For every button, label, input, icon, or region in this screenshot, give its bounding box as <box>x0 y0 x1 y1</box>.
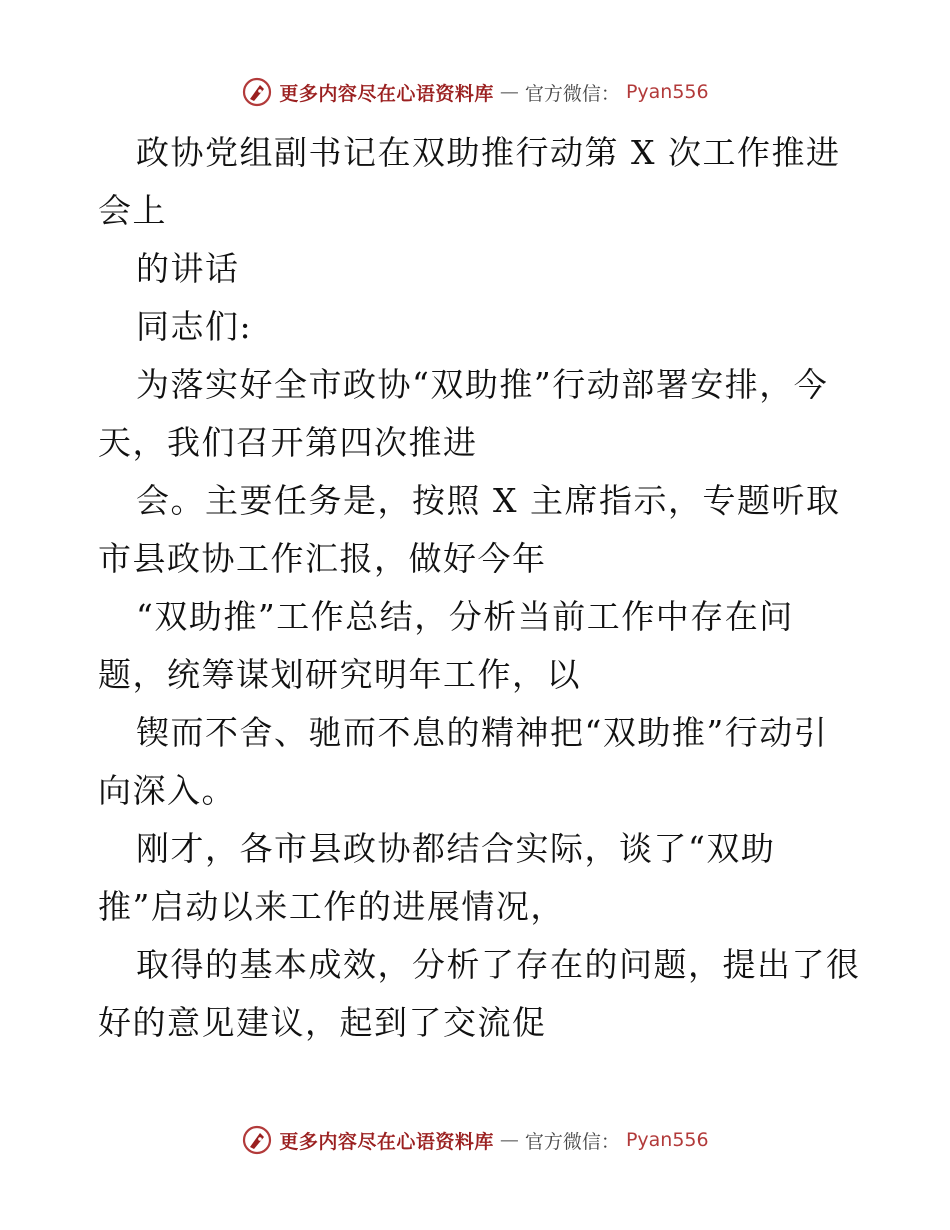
title-line-1: 政协党组副书记在双助推行动第 X 次工作推进 <box>136 133 841 172</box>
title-line-2: 会上 <box>98 191 167 230</box>
header-watermark <box>0 72 950 112</box>
paragraph-line: “双助推”工作总结，分析当前工作中存在问 <box>136 597 794 636</box>
watermark-separator: — <box>499 1129 519 1151</box>
paragraph-line: 天，我们召开第四次推进 <box>98 423 478 462</box>
watermark-brand: 更多内容尽在心语资料库 <box>279 1130 494 1153</box>
paragraph-line: 推”启动以来工作的进展情况， <box>98 887 565 926</box>
title-line-3: 的讲话 <box>136 249 240 288</box>
paragraph-line: 向深入。 <box>98 771 236 810</box>
watermark-wechat-id: Pyan556 <box>625 1129 709 1151</box>
pen-nib-circle-icon <box>241 76 273 108</box>
paragraph-line: 会。主要任务是，按照 X 主席指示，专题听取 <box>136 481 841 520</box>
document-body <box>98 124 861 1052</box>
paragraph-line: 市县政协工作汇报，做好今年 <box>98 539 547 578</box>
paragraph-line: 锲而不舍、驰而不息的精神把“双助推”行动引 <box>136 713 829 752</box>
paragraph-line: 好的意见建议，起到了交流促 <box>98 1003 547 1042</box>
paragraph-line: 刚才，各市县政协都结合实际，谈了“双助 <box>136 829 776 868</box>
paragraph-line: 为落实好全市政协“双助推”行动部署安排，今 <box>136 365 829 404</box>
watermark-wechat-id: Pyan556 <box>625 81 709 103</box>
watermark-brand: 更多内容尽在心语资料库 <box>279 82 494 105</box>
pen-nib-circle-icon <box>241 1124 273 1156</box>
watermark-label: 官方微信： <box>524 82 620 105</box>
salutation: 同志们: <box>136 307 253 346</box>
paragraph-line: 取得的基本成效，分析了存在的问题，提出了很 <box>136 945 861 984</box>
watermark-label: 官方微信： <box>524 1130 620 1153</box>
watermark-separator: — <box>499 81 519 103</box>
footer-watermark <box>0 1120 950 1160</box>
paragraph-line: 题，统筹谋划研究明年工作，以 <box>98 655 581 694</box>
